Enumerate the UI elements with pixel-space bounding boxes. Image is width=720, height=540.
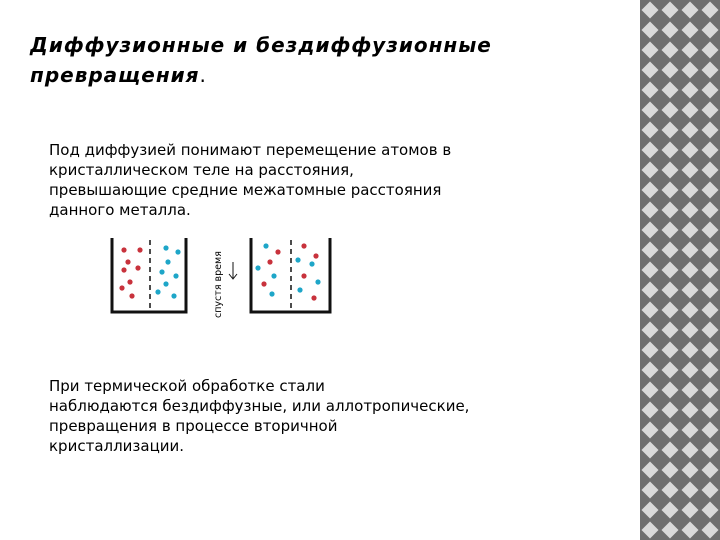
blue-particle bbox=[155, 289, 160, 294]
red-particle bbox=[125, 259, 130, 264]
text-line: наблюдаются бездиффузные, или аллотропические, bbox=[49, 397, 470, 415]
text-line: превышающие средние межатомные расстояния bbox=[49, 181, 442, 199]
vessel-after bbox=[251, 238, 330, 312]
text-line: кристаллическом теле на расстояния, bbox=[49, 161, 354, 179]
red-particle bbox=[129, 293, 134, 298]
diffusion-definition bbox=[49, 140, 609, 220]
title-punct: . bbox=[199, 63, 207, 87]
particles-after bbox=[255, 243, 320, 300]
blue-particle bbox=[309, 261, 314, 266]
red-particle bbox=[301, 243, 306, 248]
blue-particle bbox=[315, 279, 320, 284]
decorative-side-pattern bbox=[640, 0, 720, 540]
text-line: данного металла. bbox=[49, 201, 191, 219]
red-particle bbox=[121, 247, 126, 252]
time-arrow bbox=[213, 251, 237, 318]
blue-particle bbox=[159, 269, 164, 274]
blue-particle bbox=[165, 259, 170, 264]
red-particle bbox=[127, 279, 132, 284]
red-particle bbox=[137, 247, 142, 252]
blue-particle bbox=[255, 265, 260, 270]
diffusion-diagram bbox=[108, 232, 344, 320]
red-particle bbox=[313, 253, 318, 258]
red-particle bbox=[121, 267, 126, 272]
blue-particle bbox=[173, 273, 178, 278]
red-particle bbox=[261, 281, 266, 286]
pattern-fill bbox=[640, 0, 720, 540]
blue-particle bbox=[271, 273, 276, 278]
red-particle bbox=[275, 249, 280, 254]
red-particle bbox=[301, 273, 306, 278]
title-text: Диффузионные и бездиффузионные превращения bbox=[30, 33, 492, 87]
red-particle bbox=[311, 295, 316, 300]
slide-title bbox=[30, 30, 610, 90]
blue-particle bbox=[295, 257, 300, 262]
red-particle bbox=[267, 259, 272, 264]
blue-particle bbox=[163, 281, 168, 286]
text-line: кристаллизации. bbox=[49, 437, 185, 455]
red-particle bbox=[135, 265, 140, 270]
text-line: Под диффузией понимают перемещение атомов в bbox=[49, 141, 452, 159]
blue-particle bbox=[263, 243, 268, 248]
text-line: превращения в процессе вторичной bbox=[49, 417, 338, 435]
blue-particle bbox=[171, 293, 176, 298]
blue-particle bbox=[297, 287, 302, 292]
blue-particle bbox=[163, 245, 168, 250]
blue-particle bbox=[269, 291, 274, 296]
red-particle bbox=[119, 285, 124, 290]
blue-particle bbox=[175, 249, 180, 254]
heat-treatment-text bbox=[49, 376, 609, 456]
arrow-label: спустя время bbox=[213, 251, 224, 318]
text-line: При термической обработке стали bbox=[49, 377, 325, 395]
